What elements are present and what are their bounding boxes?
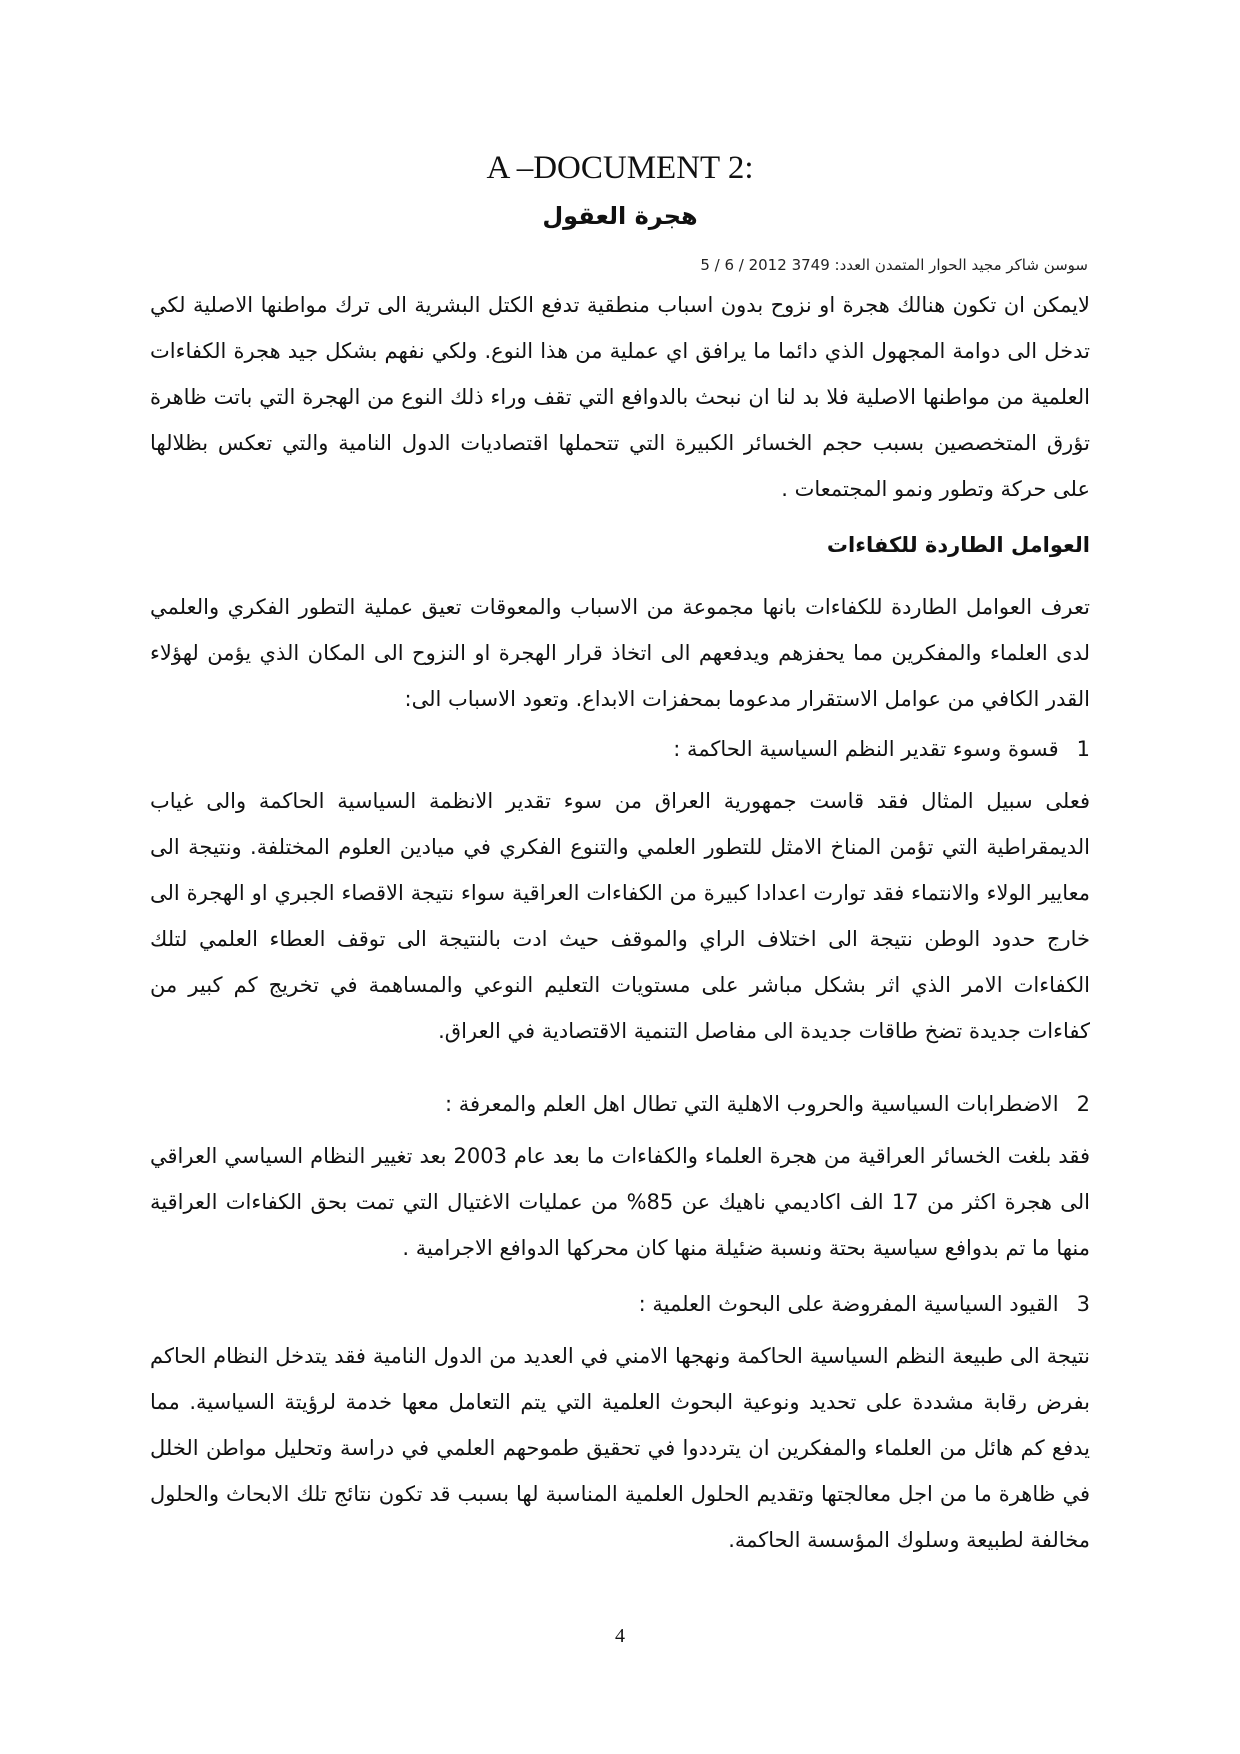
article-source: سوسن شاكر مجيد الحوار المتمدن العدد: 3749 2012 / 6 / 5 <box>700 256 1088 274</box>
item-3-paragraph: نتيجة الى طبيعة النظم السياسية الحاكمة ونهجها الامني في العديد من الدول النامية فقد يتدخل النظام الحاكم بفرض رقابة مشددة على تحديد ونوعية البحوث العلمية التي يتم التعامل معها خدمة لرؤيتة السياسية. مما يدفع كم هائل من العلماء والمفكرين ان يترددوا في تحقيق طموحهم العلمي في دراسة وتحليل مواطن الخلل في ظاهرة ما من اجل معالجتها وتقديم الحلول العلمية المناسبة لها بسبب قد تكون نتائج تلك الابحاث والحلول مخالفة لطبيعة وسلوك المؤسسة الحاكمة. <box>150 1344 1090 1552</box>
item-3-number: 3 <box>1076 1292 1090 1316</box>
item-2-heading <box>445 1092 1090 1116</box>
item-3-heading <box>639 1292 1090 1316</box>
intro-paragraph: لايمكن ان تكون هنالك هجرة او نزوح بدون اسباب منطقية تدفع الكتل البشرية الى ترك مواطنها الاصلية لكي تدخل الى دوامة المجهول الذي دائما ما يرافق اي عملية من هذا النوع. ولكي نفهم بشكل جيد هجرة الكفاءات العلمية من مواطنها الاصلية فلا بد لنا ان نبحث بالدوافع التي تقف وراء ذلك النوع من الهجرة التي باتت ظاهرة تؤرق المتخصصين بسبب حجم الخسائر الكبيرة التي تتحملها اقتصاديات الدول النامية والتي تعكس بظلالها على حركة وتطور ونمو المجتمعات . <box>150 293 1090 501</box>
section-intro-paragraph: تعرف العوامل الطاردة للكفاءات بانها مجموعة من الاسباب والمعوقات تعيق عملية التطور الفكري والعلمي لدى العلماء والمفكرين مما يحفزهم ويدفعهم الى اتخاذ قرار الهجرة او النزوح الى المكان الذي يؤمن لهؤلاء القدر الكافي من عوامل الاستقرار مدعوما بمحفزات الابداع. وتعود الاسباب الى: <box>150 595 1090 711</box>
item-1-paragraph: فعلى سبيل المثال فقد قاست جمهورية العراق من سوء تقدير الانظمة السياسية الحاكمة والى غياب الديمقراطية التي تؤمن المناخ الامثل للتطور العلمي والتنوع الفكري في ميادين العلوم المختلفة. ونتيجة الى معايير الولاء والانتماء فقد توارت اعدادا كبيرة من الكفاءات العراقية سواء نتيجة الاقصاء الجبري او الهجرة الى خارج حدود الوطن نتيجة الى اختلاف الراي والموقف حيث ادت بالنتيجة الى توقف العطاء العلمي لتلك الكفاءات الامر الذي اثر بشكل مباشر على مستويات التعليم النوعي والمساهمة في تخريج كم كبير من كفاءات جديدة تضخ طاقات جديدة الى مفاصل التنمية الاقتصادية في العراق. <box>150 789 1090 1043</box>
item-1-number: 1 <box>1076 737 1090 761</box>
item-1-heading <box>673 737 1090 761</box>
document-heading: A –DOCUMENT 2: <box>486 150 754 186</box>
page-number: 4 <box>615 1625 625 1647</box>
item-1-title: قسوة وسوء تقدير النظم السياسية الحاكمة : <box>673 737 1059 761</box>
item-2-paragraph: فقد بلغت الخسائر العراقية من هجرة العلماء والكفاءات ما بعد عام 2003 بعد تغيير النظام السياسي العراقي الى هجرة اكثر من 17 الف اكاديمي ناهيك عن 85% من عمليات الاغتيال التي تمت بحق الكفاءات العراقية منها ما تم بدوافع سياسية بحتة ونسبة ضئيلة منها كان محركها الدوافع الاجرامية . <box>150 1144 1090 1260</box>
article-title: هجرة العقول <box>542 202 698 230</box>
item-2-title: الاضطرابات السياسية والحروب الاهلية التي تطال اهل العلم والمعرفة : <box>444 1092 1059 1116</box>
item-3-title: القيود السياسية المفروضة على البحوث العلمية : <box>638 1292 1059 1316</box>
item-2-number: 2 <box>1076 1092 1090 1116</box>
section-title: العوامل الطاردة للكفاءات <box>826 533 1090 557</box>
